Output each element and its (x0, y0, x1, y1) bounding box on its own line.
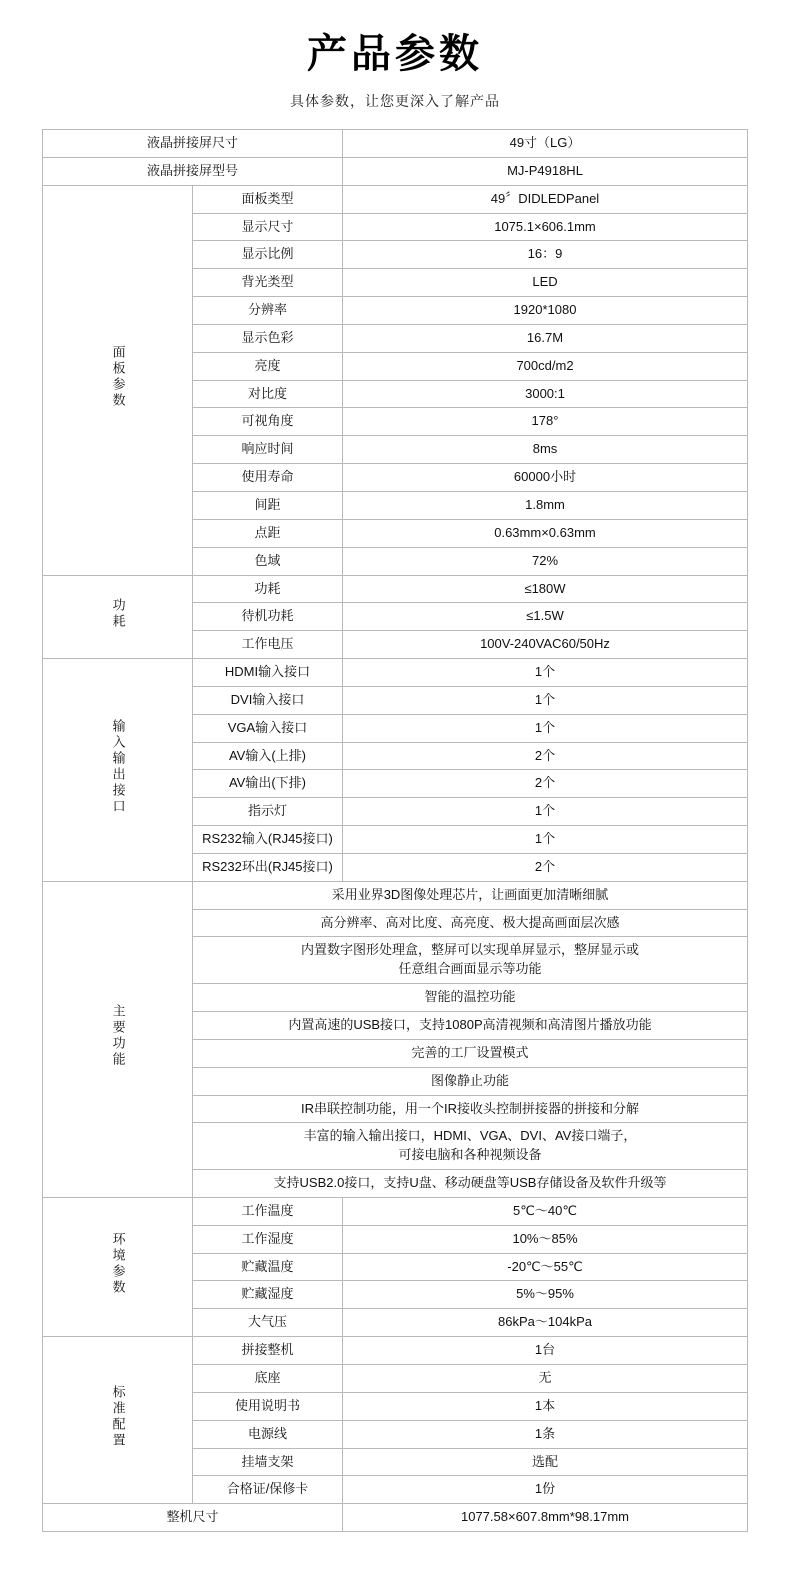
spec-label: 工作湿度 (193, 1225, 343, 1253)
spec-value: 8ms (343, 436, 748, 464)
spec-value: 49〞DIDLEDPanel (343, 185, 748, 213)
spec-label: 显示色彩 (193, 324, 343, 352)
spec-value: -20℃～55℃ (343, 1253, 748, 1281)
spec-value: 10%～85% (343, 1225, 748, 1253)
spec-value: 72% (343, 547, 748, 575)
spec-label: HDMI输入接口 (193, 659, 343, 687)
spec-group-name: 面板参数 (43, 185, 193, 575)
table-row (43, 575, 748, 603)
spec-label: RS232输入(RJ45接口) (193, 826, 343, 854)
spec-label: 大气压 (193, 1309, 343, 1337)
spec-label: 面板类型 (193, 185, 343, 213)
spec-value: 2个 (343, 853, 748, 881)
spec-value: 1本 (343, 1392, 748, 1420)
table-row (43, 130, 748, 158)
spec-value: 49寸（LG） (343, 130, 748, 158)
spec-group-name: 输入输出接口 (43, 659, 193, 882)
spec-label: 色域 (193, 547, 343, 575)
spec-label: 间距 (193, 491, 343, 519)
spec-value: 2个 (343, 770, 748, 798)
spec-group-name: 功耗 (43, 575, 193, 659)
feature-item: 丰富的输入输出接口，HDMI、VGA、DVI、AV接口端子， 可接电脑和各种视频设备 (193, 1123, 748, 1170)
spec-label: RS232环出(RJ45接口) (193, 853, 343, 881)
spec-value: 1份 (343, 1476, 748, 1504)
table-row (43, 1197, 748, 1225)
spec-table (42, 129, 748, 1532)
feature-item: 支持USB2.0接口，支持U盘、移动硬盘等USB存储设备及软件升级等 (193, 1170, 748, 1198)
spec-label: 使用说明书 (193, 1392, 343, 1420)
spec-value: 选配 (343, 1448, 748, 1476)
feature-item: 内置数字图形处理盒，整屏可以实现单屏显示，整屏显示或 任意组合画面显示等功能 (193, 937, 748, 984)
spec-value: 1920*1080 (343, 297, 748, 325)
spec-label: 合格证/保修卡 (193, 1476, 343, 1504)
spec-value: 3000:1 (343, 380, 748, 408)
spec-value: 1个 (343, 798, 748, 826)
spec-label: 点距 (193, 519, 343, 547)
spec-label: AV输入(上排) (193, 742, 343, 770)
spec-label: 液晶拼接屏尺寸 (43, 130, 343, 158)
spec-value: 60000小时 (343, 464, 748, 492)
spec-value: 1077.58×607.8mm*98.17mm (343, 1504, 748, 1532)
spec-value: 1.8mm (343, 491, 748, 519)
spec-value: 1075.1×606.1mm (343, 213, 748, 241)
spec-value: 0.63mm×0.63mm (343, 519, 748, 547)
spec-value: 1台 (343, 1337, 748, 1365)
spec-value: 16.7M (343, 324, 748, 352)
spec-label: 工作温度 (193, 1197, 343, 1225)
spec-label: 显示比例 (193, 241, 343, 269)
spec-label: 液晶拼接屏型号 (43, 157, 343, 185)
table-row (43, 1504, 748, 1532)
page-title: 产品参数 (307, 31, 483, 76)
spec-label: 使用寿命 (193, 464, 343, 492)
spec-value: 无 (343, 1364, 748, 1392)
spec-value: MJ-P4918HL (343, 157, 748, 185)
spec-label: 功耗 (193, 575, 343, 603)
spec-group-name: 主要功能 (43, 881, 193, 1197)
spec-label: 拼接整机 (193, 1337, 343, 1365)
feature-item: 图像静止功能 (193, 1067, 748, 1095)
feature-item: 智能的温控功能 (193, 984, 748, 1012)
spec-label: 背光类型 (193, 269, 343, 297)
spec-value: 86kPa～104kPa (343, 1309, 748, 1337)
spec-label: 分辨率 (193, 297, 343, 325)
spec-label: 底座 (193, 1364, 343, 1392)
spec-value: 700cd/m2 (343, 352, 748, 380)
spec-value: ≤180W (343, 575, 748, 603)
spec-value: 1条 (343, 1420, 748, 1448)
spec-value: 1个 (343, 826, 748, 854)
spec-value: 100V-240VAC60/50Hz (343, 631, 748, 659)
spec-label: 显示尺寸 (193, 213, 343, 241)
spec-value: 5%～95% (343, 1281, 748, 1309)
spec-label: 亮度 (193, 352, 343, 380)
spec-value: 16：9 (343, 241, 748, 269)
spec-value: 5℃～40℃ (343, 1197, 748, 1225)
spec-value: 1个 (343, 659, 748, 687)
feature-item: 内置高速的USB接口，支持1080P高清视频和高清图片播放功能 (193, 1012, 748, 1040)
spec-value: ≤1.5W (343, 603, 748, 631)
table-row (43, 881, 748, 909)
spec-value: 2个 (343, 742, 748, 770)
table-row (43, 659, 748, 687)
feature-item: 完善的工厂设置模式 (193, 1039, 748, 1067)
table-row (43, 185, 748, 213)
spec-label: 对比度 (193, 380, 343, 408)
spec-value: 178° (343, 408, 748, 436)
table-row (43, 1337, 748, 1365)
spec-label: 指示灯 (193, 798, 343, 826)
spec-label: 贮藏湿度 (193, 1281, 343, 1309)
spec-label: 贮藏温度 (193, 1253, 343, 1281)
spec-label: 响应时间 (193, 436, 343, 464)
feature-item: IR串联控制功能，用一个IR接收头控制拼接器的拼接和分解 (193, 1095, 748, 1123)
table-row (43, 157, 748, 185)
spec-label: 挂墙支架 (193, 1448, 343, 1476)
spec-label: 可视角度 (193, 408, 343, 436)
feature-item: 高分辨率、高对比度、高亮度、极大提高画面层次感 (193, 909, 748, 937)
spec-value: LED (343, 269, 748, 297)
spec-label: 待机功耗 (193, 603, 343, 631)
spec-value: 1个 (343, 686, 748, 714)
spec-label: AV输出(下排) (193, 770, 343, 798)
spec-group-name: 标准配置 (43, 1337, 193, 1504)
spec-label: 整机尺寸 (43, 1504, 343, 1532)
spec-group-name: 环境参数 (43, 1197, 193, 1336)
spec-value: 1个 (343, 714, 748, 742)
spec-label: VGA输入接口 (193, 714, 343, 742)
feature-item: 采用业界3D图像处理芯片，让画面更加清晰细腻 (193, 881, 748, 909)
spec-label: 电源线 (193, 1420, 343, 1448)
spec-label: DVI输入接口 (193, 686, 343, 714)
footer-spacer (0, 1532, 790, 1572)
spec-label: 工作电压 (193, 631, 343, 659)
page-subtitle: 具体参数，让您更深入了解产品 (290, 93, 500, 109)
